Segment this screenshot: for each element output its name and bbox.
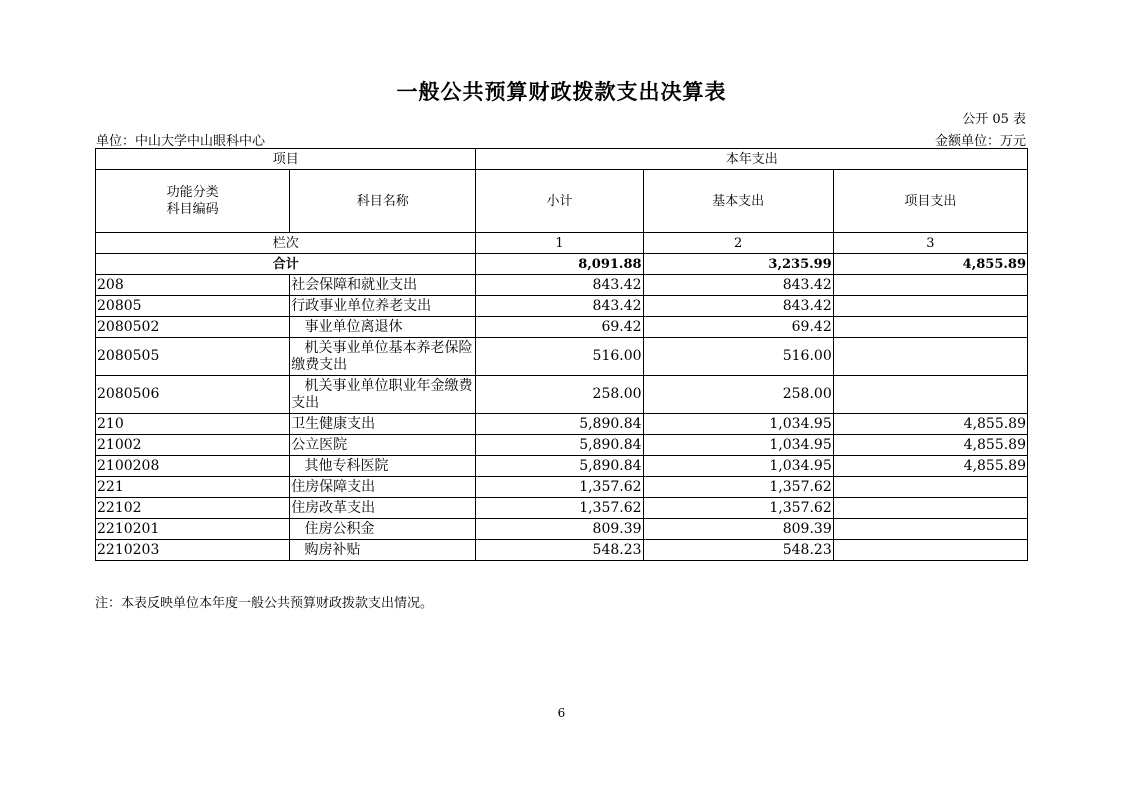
row-code: 21002 bbox=[96, 435, 290, 456]
table-row bbox=[96, 519, 1028, 540]
table-row bbox=[96, 296, 1028, 317]
row-subtotal: 258.00 bbox=[476, 376, 643, 414]
row-code: 2080506 bbox=[96, 376, 290, 414]
row-name: 事业单位离退休 bbox=[290, 317, 476, 338]
row-code: 210 bbox=[96, 414, 290, 435]
row-name: 住房改革支出 bbox=[290, 498, 476, 519]
row-code: 22102 bbox=[96, 498, 290, 519]
header-current-year-expense: 本年支出 bbox=[476, 149, 1028, 170]
page-title: 一般公共预算财政拨款支出决算表 bbox=[396, 79, 727, 104]
row-basic: 548.23 bbox=[643, 540, 833, 561]
row-code: 2210203 bbox=[96, 540, 290, 561]
table-row bbox=[96, 456, 1028, 477]
row-code: 208 bbox=[96, 275, 290, 296]
row-code: 20805 bbox=[96, 296, 290, 317]
row-name: 公立医院 bbox=[290, 435, 476, 456]
row-project: 4,855.89 bbox=[833, 435, 1027, 456]
table-row bbox=[96, 317, 1028, 338]
form-number: 公开 05 表 bbox=[962, 112, 1026, 127]
table-header bbox=[96, 149, 1028, 275]
row-subtotal: 516.00 bbox=[476, 338, 643, 376]
row-code: 221 bbox=[96, 477, 290, 498]
row-basic: 843.42 bbox=[643, 275, 833, 296]
table-row bbox=[96, 275, 1028, 296]
header-project: 项目 bbox=[96, 149, 476, 170]
header-col1: 1 bbox=[476, 233, 643, 254]
row-name: 住房保障支出 bbox=[290, 477, 476, 498]
page-number: 6 bbox=[557, 706, 566, 720]
header-func-code-line2: 科目编码 bbox=[166, 202, 219, 217]
header-col3: 3 bbox=[833, 233, 1027, 254]
row-subtotal: 5,890.84 bbox=[476, 435, 643, 456]
table-row bbox=[96, 540, 1028, 561]
total-project: 4,855.89 bbox=[833, 254, 1027, 275]
table-row bbox=[96, 376, 1028, 414]
row-basic: 516.00 bbox=[643, 338, 833, 376]
table-row bbox=[96, 477, 1028, 498]
row-name: 社会保障和就业支出 bbox=[290, 275, 476, 296]
money-unit-label: 金额单位：万元 bbox=[934, 134, 1026, 149]
row-project: 4,855.89 bbox=[833, 456, 1027, 477]
header-subject-name: 科目名称 bbox=[290, 170, 476, 233]
table-row bbox=[96, 435, 1028, 456]
row-basic: 1,034.95 bbox=[643, 456, 833, 477]
header-project-expense: 项目支出 bbox=[833, 170, 1027, 233]
total-subtotal: 8,091.88 bbox=[476, 254, 643, 275]
row-project bbox=[833, 317, 1027, 338]
row-basic: 843.42 bbox=[643, 296, 833, 317]
expense-table bbox=[95, 148, 1028, 561]
row-basic: 69.42 bbox=[643, 317, 833, 338]
row-name: 其他专科医院 bbox=[290, 456, 476, 477]
row-subtotal: 843.42 bbox=[476, 275, 643, 296]
row-name: 卫生健康支出 bbox=[290, 414, 476, 435]
row-basic: 1,357.62 bbox=[643, 498, 833, 519]
row-name: 购房补贴 bbox=[290, 540, 476, 561]
row-project bbox=[833, 338, 1027, 376]
table-row bbox=[96, 414, 1028, 435]
header-subtotal: 小计 bbox=[476, 170, 643, 233]
header-col2: 2 bbox=[643, 233, 833, 254]
table-note: 注：本表反映单位本年度一般公共预算财政拨款支出情况。 bbox=[95, 596, 434, 611]
row-project bbox=[833, 477, 1027, 498]
total-basic: 3,235.99 bbox=[643, 254, 833, 275]
row-subtotal: 843.42 bbox=[476, 296, 643, 317]
row-project bbox=[833, 275, 1027, 296]
header-column-index: 栏次 bbox=[96, 233, 476, 254]
row-subtotal: 69.42 bbox=[476, 317, 643, 338]
table-row bbox=[96, 338, 1028, 376]
row-project bbox=[833, 376, 1027, 414]
header-func-code-line1: 功能分类 bbox=[166, 185, 219, 200]
table-body bbox=[96, 275, 1028, 561]
row-basic: 258.00 bbox=[643, 376, 833, 414]
total-label: 合计 bbox=[96, 254, 476, 275]
row-name: 机关事业单位基本养老保险缴费支出 bbox=[290, 338, 476, 376]
row-subtotal: 809.39 bbox=[476, 519, 643, 540]
row-subtotal: 548.23 bbox=[476, 540, 643, 561]
row-basic: 1,034.95 bbox=[643, 435, 833, 456]
row-project bbox=[833, 498, 1027, 519]
header-func-code bbox=[96, 170, 290, 233]
row-project: 4,855.89 bbox=[833, 414, 1027, 435]
row-subtotal: 5,890.84 bbox=[476, 414, 643, 435]
row-project bbox=[833, 540, 1027, 561]
row-name: 行政事业单位养老支出 bbox=[290, 296, 476, 317]
row-basic: 1,034.95 bbox=[643, 414, 833, 435]
row-subtotal: 1,357.62 bbox=[476, 477, 643, 498]
row-basic: 1,357.62 bbox=[643, 477, 833, 498]
row-name: 住房公积金 bbox=[290, 519, 476, 540]
unit-label: 单位：中山大学中山眼科中心 bbox=[96, 134, 266, 149]
row-subtotal: 1,357.62 bbox=[476, 498, 643, 519]
row-code: 2080505 bbox=[96, 338, 290, 376]
table-row bbox=[96, 498, 1028, 519]
row-basic: 809.39 bbox=[643, 519, 833, 540]
header-basic-expense: 基本支出 bbox=[643, 170, 833, 233]
row-code: 2100208 bbox=[96, 456, 290, 477]
row-project bbox=[833, 296, 1027, 317]
row-subtotal: 5,890.84 bbox=[476, 456, 643, 477]
row-code: 2080502 bbox=[96, 317, 290, 338]
row-code: 2210201 bbox=[96, 519, 290, 540]
row-name: 机关事业单位职业年金缴费支出 bbox=[290, 376, 476, 414]
row-project bbox=[833, 519, 1027, 540]
